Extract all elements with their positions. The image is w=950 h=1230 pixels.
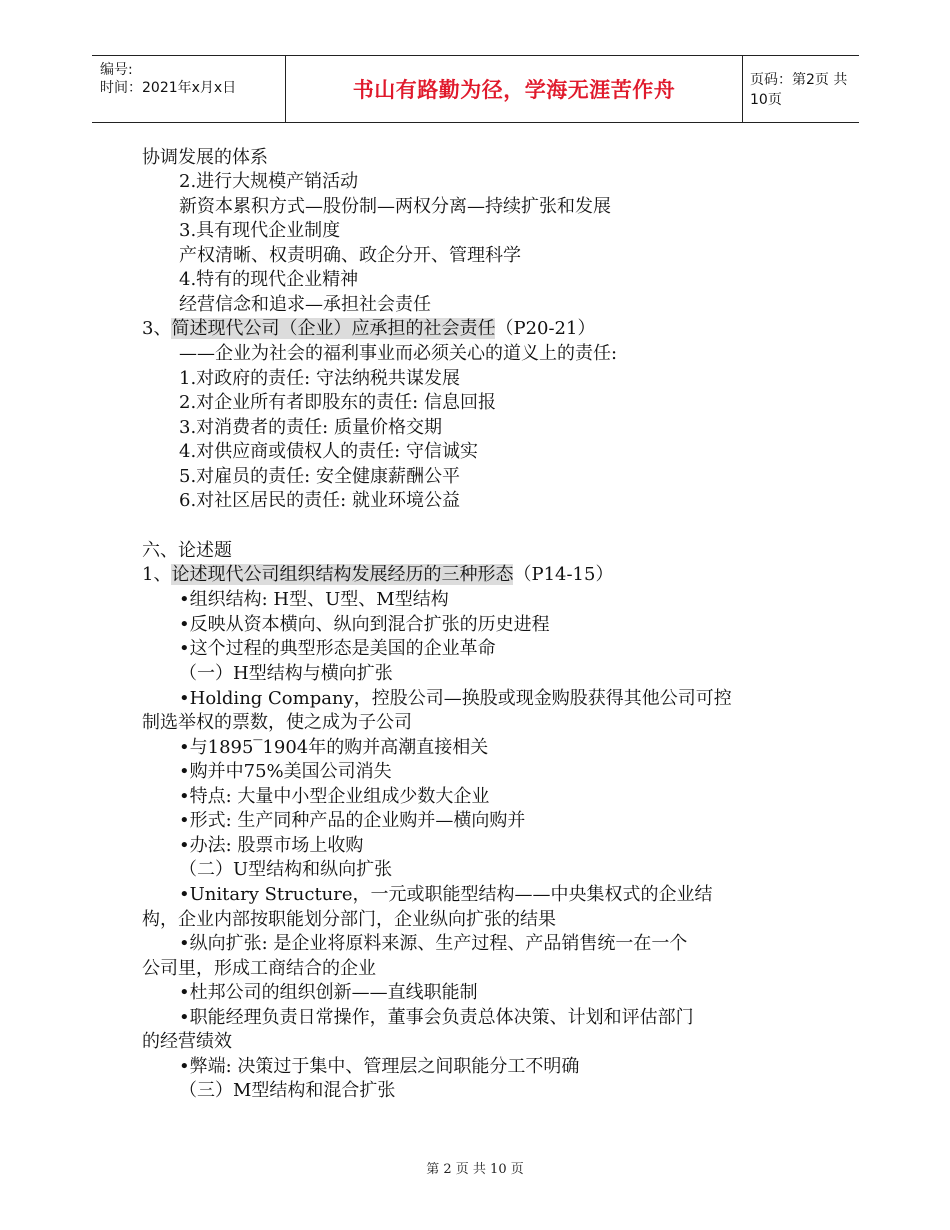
- text-line: 5.对雇员的责任: 安全健康薪酬公平: [179, 466, 460, 487]
- header-page-cell: [742, 56, 859, 122]
- text-line: 2.对企业所有者即股东的责任: 信息回报: [179, 392, 496, 413]
- text-line: •Holding Company，控股公司—换股或现金购股获得其他公司可控: [179, 688, 732, 709]
- page-reference: （P20-21）: [495, 318, 596, 339]
- page-header: [92, 55, 859, 123]
- text-line: 3.对消费者的责任: 质量价格交期: [179, 417, 442, 438]
- text-line: •办法: 股票市场上收购: [179, 835, 364, 856]
- text-line: •与1895‾1904年的购并高潮直接相关: [179, 737, 489, 758]
- text-line: •杜邦公司的组织创新——直线职能制: [179, 982, 478, 1003]
- text-line: （三）M型结构和混合扩张: [179, 1080, 396, 1101]
- text-line: •形式: 生产同种产品的企业购并—横向购并: [179, 810, 526, 831]
- serial-label: 编号:: [100, 62, 133, 78]
- text-line: 4.对供应商或债权人的责任: 守信诚实: [179, 441, 478, 462]
- text-line: 制选举权的票数，使之成为子公司: [142, 712, 412, 733]
- text-line: 构，企业内部按职能划分部门，企业纵向扩张的结果: [142, 909, 556, 930]
- text-line: 1.对政府的责任: 守法纳税共谋发展: [179, 368, 460, 389]
- time-label: 时间：2021年x月x日: [100, 80, 237, 96]
- text-line: ——企业为社会的福利事业而必须关心的道义上的责任:: [179, 343, 618, 364]
- question-number: 3、: [142, 318, 172, 339]
- text-line: •组织结构: H型、U型、M型结构: [179, 589, 449, 610]
- text-line: •职能经理负责日常操作，董事会负责总体决策、计划和评估部门: [179, 1007, 694, 1028]
- header-motto-cell: [285, 56, 743, 122]
- text-line: •购并中75%美国公司消失: [179, 761, 392, 782]
- text-line: 产权清晰、权责明确、政企分开、管理科学: [179, 245, 521, 266]
- question-number: 1、: [142, 564, 172, 585]
- text-line: •反映从资本横向、纵向到混合扩张的历史进程: [179, 614, 550, 635]
- text-line: 新资本累积方式—股份制—两权分离—持续扩张和发展: [179, 196, 611, 217]
- page-info: 页码：第2页 共10页: [750, 72, 848, 108]
- text-line: •这个过程的典型形态是美国的企业革命: [179, 638, 496, 659]
- text-line: •Unitary Structure，一元或职能型结构——中央集权式的企业结: [179, 884, 713, 905]
- text-line: 的经营绩效: [142, 1031, 232, 1052]
- text-line: •弊端: 决策过于集中、管理层之间职能分工不明确: [179, 1056, 580, 1077]
- text-line: •特点: 大量中小型企业组成少数大企业: [179, 786, 490, 807]
- text-line: •纵向扩张: 是企业将原料来源、生产过程、产品销售统一在一个: [179, 933, 688, 954]
- text-line: 6.对社区居民的责任: 就业环境公益: [179, 490, 460, 511]
- text-line: 公司里，形成工商结合的企业: [142, 958, 376, 979]
- question-heading: [142, 318, 595, 340]
- text-line: 3.具有现代企业制度: [179, 220, 341, 241]
- page-reference: （P14-15）: [513, 564, 614, 585]
- text-line: 4.特有的现代企业精神: [179, 269, 359, 290]
- highlighted-question: 简述现代公司（企业）应承担的社会责任: [171, 318, 496, 339]
- text-line: 经营信念和追求—承担社会责任: [179, 294, 431, 315]
- page-footer: 第 2 页 共 10 页: [426, 1162, 524, 1177]
- text-line: （一）H型结构与横向扩张: [179, 663, 393, 684]
- section-heading: 六、论述题: [142, 540, 232, 561]
- text-line: 2.进行大规模产销活动: [179, 171, 359, 192]
- question-heading: [142, 564, 613, 586]
- motto-text: 书山有路勤为径，学海无涯苦作舟: [352, 78, 676, 102]
- header-left-cell: [92, 56, 285, 122]
- highlighted-question: 论述现代公司组织结构发展经历的三种形态: [171, 564, 514, 585]
- text-line: （二）U型结构和纵向扩张: [179, 859, 393, 880]
- text-line: 协调发展的体系: [142, 147, 268, 168]
